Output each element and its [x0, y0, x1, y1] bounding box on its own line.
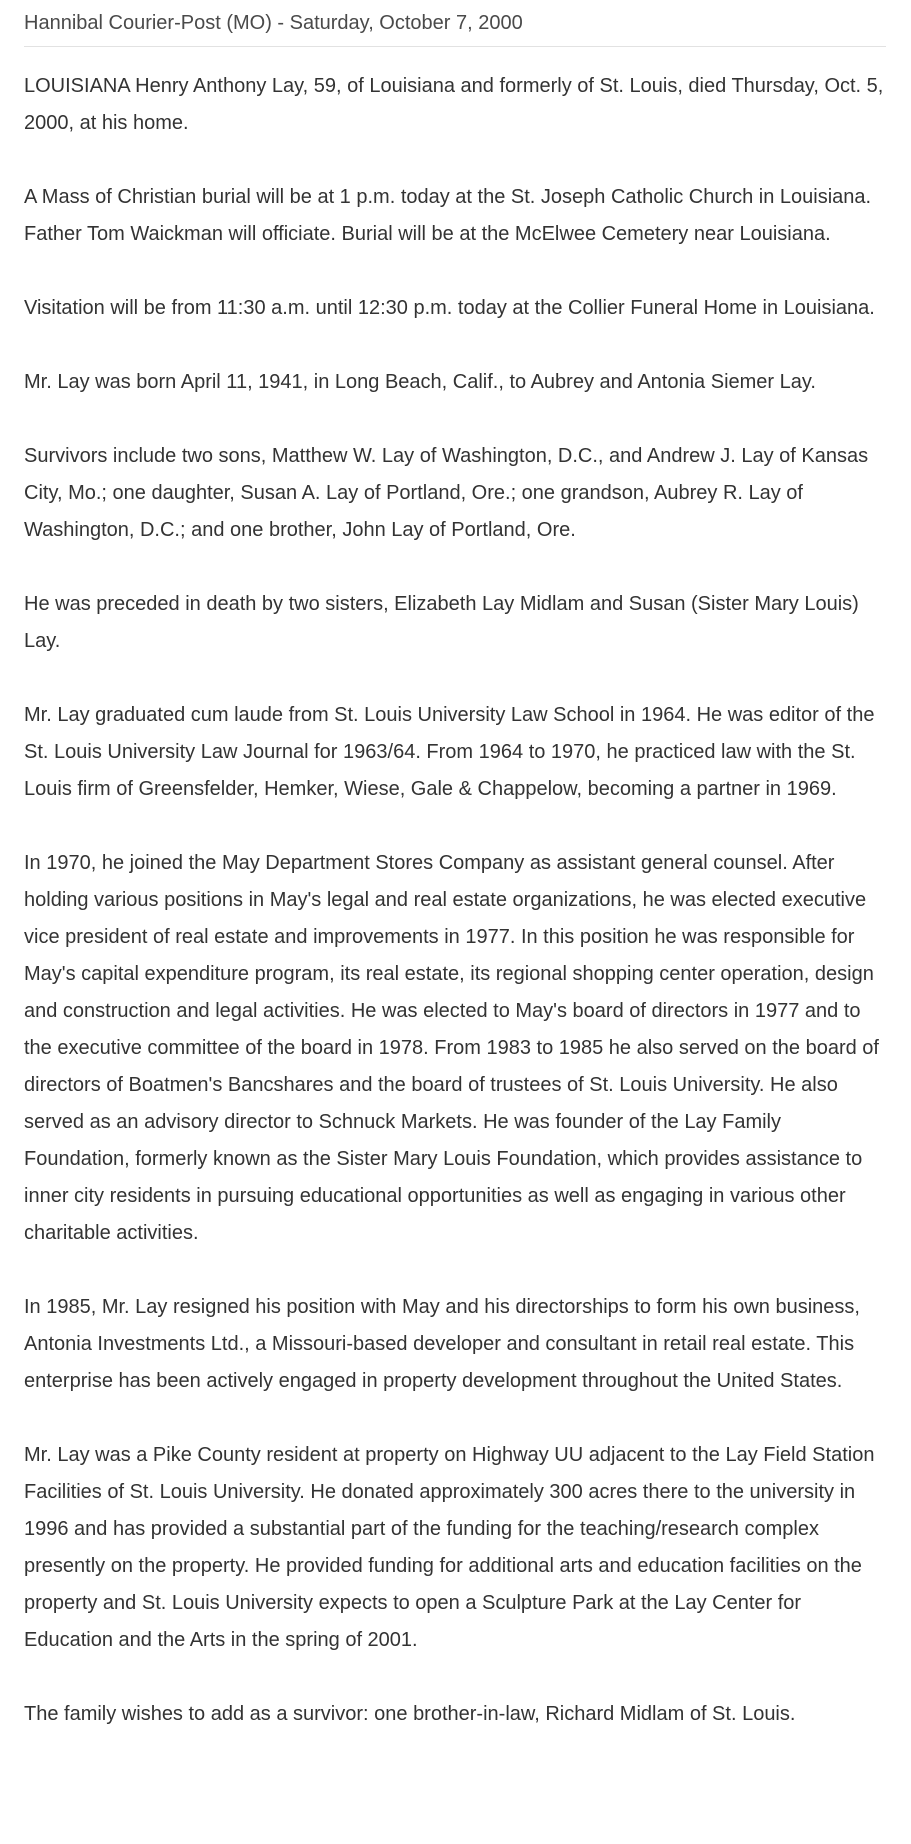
paragraph-pike-county: Mr. Lay was a Pike County resident at property on Highway UU adjacent to the Lay Field Station Facilities of St. Louis University. He donated approximately 300 acres there to the university in 1996 and has provided a substantial part of the funding for the teaching/research complex presently on the property. He provided funding for additional arts and education facilities on the property and St. Louis University expects to open a Sculpture Park at the Lay Center for Education and the Arts in the spring of 2001. [24, 1444, 875, 1651]
paragraph-preceded-in-death: He was preceded in death by two sisters, Elizabeth Lay Midlam and Susan (Sister Mary Louis) Lay. [24, 593, 859, 652]
paragraph-death-notice: LOUISIANA Henry Anthony Lay, 59, of Louisiana and formerly of St. Louis, died Thursday, Oct. 5, 2000, at his home. [24, 75, 884, 134]
paragraph-education: Mr. Lay graduated cum laude from St. Louis University Law School in 1964. He was editor of the St. Louis University Law Journal for 1963/64. From 1964 to 1970, he practiced law with the St. Louis firm of Greensfelder, Hemker, Wiese, Gale & Chappelow, becoming a partner in 1969. [24, 704, 875, 800]
paragraph-birth: Mr. Lay was born April 11, 1941, in Long Beach, Calif., to Aubrey and Antonia Siemer Lay. [24, 371, 816, 393]
paragraph-career-may: In 1970, he joined the May Department Stores Company as assistant general counsel. After holding various positions in May's legal and real estate organizations, he was elected executive vice president of real estate and improvements in 1977. In this position he was responsible for May's capital expenditure program, its real estate, its regional shopping center operation, design and construction and legal activities. He was elected to May's board of directors in 1977 and to the executive committee of the board in 1978. From 1983 to 1985 he also served on the board of directors of Boatmen's Bancshares and the board of trustees of St. Louis University. He also served as an advisory director to Schnuck Markets. He was founder of the Lay Family Foundation, formerly known as the Sister Mary Louis Foundation, which provides assistance to inner city residents in pursuing educational opportunities as well as engaging in various other charitable activities. [24, 852, 879, 1244]
paragraph-burial: A Mass of Christian burial will be at 1 p.m. today at the St. Joseph Catholic Church in Louisiana. Father Tom Waickman will officiate. Burial will be at the McElwee Cemetery near Louisiana. [24, 186, 872, 245]
paragraph-antonia-investments: In 1985, Mr. Lay resigned his position with May and his directorships to form his own business, Antonia Investments Ltd., a Missouri-based developer and consultant in retail real estate. This enterprise has been actively engaged in property development throughout the United States. [24, 1296, 860, 1392]
obituary-article [24, 47, 886, 1733]
paragraph-survivors: Survivors include two sons, Matthew W. Lay of Washington, D.C., and Andrew J. Lay of Kansas City, Mo.; one daughter, Susan A. Lay of Portland, Ore.; one grandson, Aubrey R. Lay of Washington, D.C.; and one brother, John Lay of Portland, Ore. [24, 445, 869, 541]
paragraph-additional-survivor: The family wishes to add as a survivor: one brother-in-law, Richard Midlam of St. Louis. [24, 1703, 796, 1725]
source-header: Hannibal Courier-Post (MO) - Saturday, October 7, 2000 [24, 0, 886, 47]
paragraph-visitation: Visitation will be from 11:30 a.m. until 12:30 p.m. today at the Collier Funeral Home in Louisiana. [24, 297, 875, 319]
